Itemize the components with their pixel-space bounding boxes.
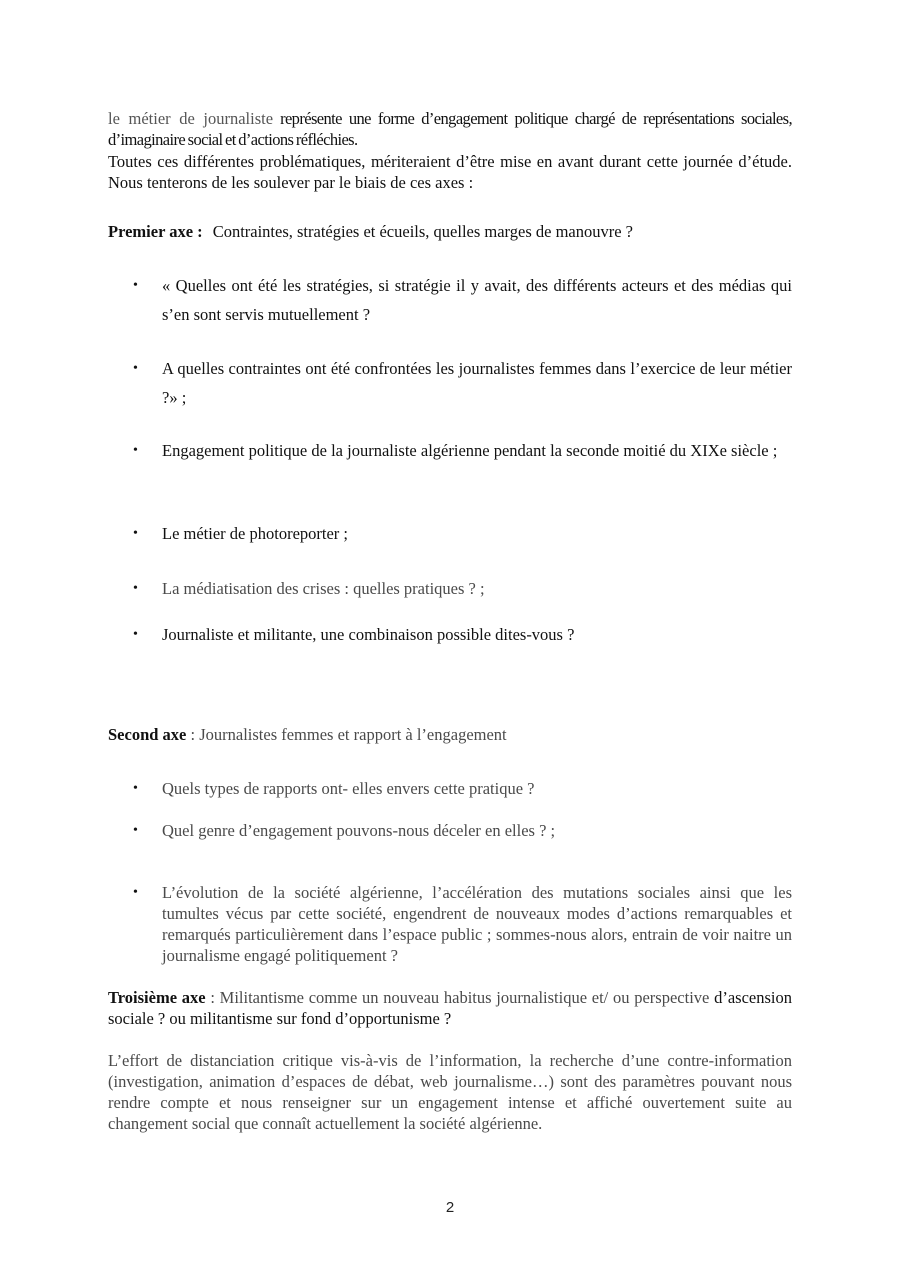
bullet-icon: • [133, 443, 138, 458]
axis3-title-part1: : Militantisme comme un nouveau habitus journalistique et/ ou perspective [210, 988, 710, 1007]
bullet-icon: • [133, 781, 138, 796]
list-item-text: Quels types de rapports ont- elles envers cette pratique ? [162, 779, 535, 798]
bullet-icon: • [133, 526, 138, 541]
axis1-title: Contraintes, stratégies et écueils, quelles marges de manouvre ? [212, 222, 633, 241]
bullet-icon: • [133, 581, 138, 596]
bullet-icon: • [133, 361, 138, 376]
closing-paragraph: L’effort de distanciation critique vis-à-vis de l’information, la recherche d’une contre-information (investigation, animation d’espaces de débat, web journalisme…) sont des paramètres pouvant nous rendre compte et nous renseigner sur un engagement intense et affiché ouvertement suite au changement social que connaît actuellement la société algérienne. [108, 1051, 792, 1133]
list-item-text: Journaliste et militante, une combinaison possible dites-vous ? [162, 625, 575, 644]
intro-paragraph [108, 108, 792, 150]
bullet-icon: • [133, 627, 138, 642]
intro-paragraph-2: Toutes ces différentes problématiques, mériteraient d’être mise en avant durant cette journée d’étude. Nous tenterons de les soulever par le biais de ces axes : [108, 152, 792, 192]
list-item [108, 271, 792, 329]
list-item [108, 882, 792, 966]
list-item-text: L’évolution de la société algérienne, l’accélération des mutations sociales ainsi que les tumultes vécus par cette société, engendrent de nouveaux modes d’actions remarquables et remarqués particulièrement dans l’espace public ; sommes-nous alors, entrain de voir naitre un journalisme engagé politiquement ? [162, 883, 792, 965]
list-item [108, 519, 792, 548]
intro-lead-text: le métier de journaliste [108, 109, 274, 128]
list-item-text: La médiatisation des crises : quelles pratiques ? ; [162, 579, 485, 598]
axis3-heading [108, 987, 792, 1029]
list-item-text: Engagement politique de la journaliste algérienne pendant la seconde moitié du XIXe siècle ; [162, 441, 778, 460]
list-item [108, 574, 792, 603]
list-item [108, 620, 792, 649]
list-item [108, 436, 792, 465]
list-item-text: « Quelles ont été les stratégies, si stratégie il y avait, des différents acteurs et des médias qui s’en sont servis mutuellement ? [162, 276, 792, 324]
page-number: 2 [445, 1199, 455, 1216]
bullet-icon: • [133, 278, 138, 293]
axis1-label: Premier axe : [108, 222, 203, 241]
list-item [108, 354, 792, 412]
axis2-title: : Journalistes femmes et rapport à l’engagement [190, 725, 507, 744]
list-item [108, 816, 792, 845]
axis1-heading [108, 221, 792, 242]
axis2-label: Second axe [108, 725, 187, 744]
list-item-text: A quelles contraintes ont été confrontées les journalistes femmes dans l’exercice de leur métier ?» ; [162, 359, 792, 407]
axis3-label: Troisième axe [108, 988, 206, 1007]
intro-rest-text: représente une forme d’engagement politique chargé de représentations sociales, d’imaginaire social et d’actions réfléchies. [108, 109, 793, 149]
bullet-icon: • [133, 823, 138, 838]
axis3-title-part2: d’ascension sociale ? ou militantisme sur fond d’opportunisme ? [108, 988, 792, 1028]
list-item-text: Quel genre d’engagement pouvons-nous déceler en elles ? ; [162, 821, 556, 840]
bullet-icon: • [133, 885, 138, 900]
list-item [108, 774, 792, 803]
axis2-heading [108, 724, 792, 745]
list-item-text: Le métier de photoreporter ; [162, 524, 349, 543]
